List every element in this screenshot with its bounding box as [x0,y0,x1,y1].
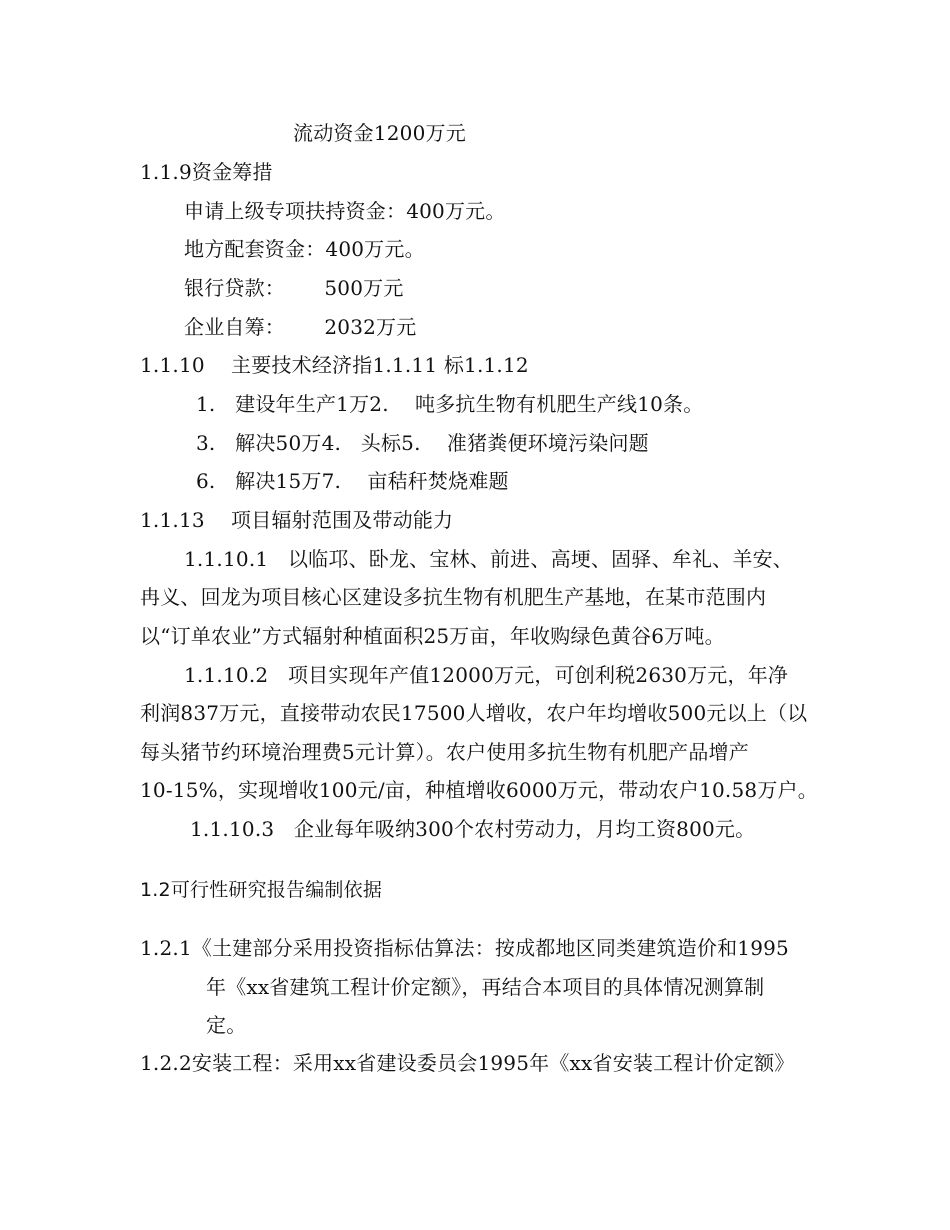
paragraph-1-2-1-line-2: 年《xx省建筑工程计价定额》，再结合本项目的具体情况测算制 [206,975,765,999]
paragraph-1-1-10-1-line-2: 冉义、回龙为项目核心区建设多抗生物有机肥生产基地，在某市范围内 [140,585,767,609]
paragraph-1-2-2: 1.2.2安装工程：采用xx省建设委员会1995年《xx省安装工程计价定额》 [140,1051,795,1075]
section-heading-funding: 1.1.9资金筹措 [140,160,273,184]
paragraph-1-2-1-line-1: 1.2.1《土建部分采用投资指标估算法：按成都地区同类建筑造价和1995 [140,936,789,960]
paragraph-1-1-10-2-line-4: 10-15%，实现增收100元/亩，种植增收6000万元，带动农户10.58万户。 [140,778,818,802]
paragraph-1-1-10-2-line-3: 每头猪节约环境治理费5元计算）。农户使用多抗生物有机肥产品增产 [140,740,749,764]
paragraph-1-1-10-2-line-1: 1.1.10.2 项目实现年产值12000万元，可创利税2630万元，年净 [184,663,789,687]
paragraph-1-2-1-line-3: 定。 [206,1013,247,1037]
section-heading-radiation-scope: 1.1.13 项目辐射范围及带动能力 [140,508,454,532]
funding-item-local-matching: 地方配套资金：400万元。 [184,237,425,261]
indicator-line-1: 1. 建设年生产1万2. 吨多抗生物有机肥生产线10条。 [196,392,704,416]
funding-item-self-raised: 企业自筹： 2032万元 [184,315,417,339]
funding-working-capital-line: 流动资金1200万元 [293,121,466,145]
indicator-line-3: 6. 解决15万7. 亩秸秆焚烧难题 [196,469,509,493]
paragraph-1-1-10-1-line-1: 1.1.10.1 以临邛、卧龙、宝林、前进、高埂、固驿、牟礼、羊安、 [184,547,793,571]
funding-item-bank-loan: 银行贷款： 500万元 [184,276,404,300]
paragraph-1-1-10-2-line-2: 利润837万元，直接带动农民17500人增收，农户年均增收500元以上（以 [140,701,808,725]
indicator-line-2: 3. 解决50万4. 头标5. 准猪粪便环境污染问题 [196,431,649,455]
paragraph-1-1-10-3: 1.1.10.3 企业每年吸纳300个农村劳动力，月均工资800元。 [190,817,756,841]
funding-item-special-support: 申请上级专项扶持资金：400万元。 [184,199,506,223]
section-heading-1-2: 1.2可行性研究报告编制依据 [140,879,383,901]
paragraph-1-1-10-1-line-3: 以“订单农业”方式辐射种植面积25万亩，年收购绿色黄谷6万吨。 [140,624,725,648]
section-heading-main-indicators: 1.1.10 主要技术经济指1.1.11 标1.1.12 [140,353,529,377]
